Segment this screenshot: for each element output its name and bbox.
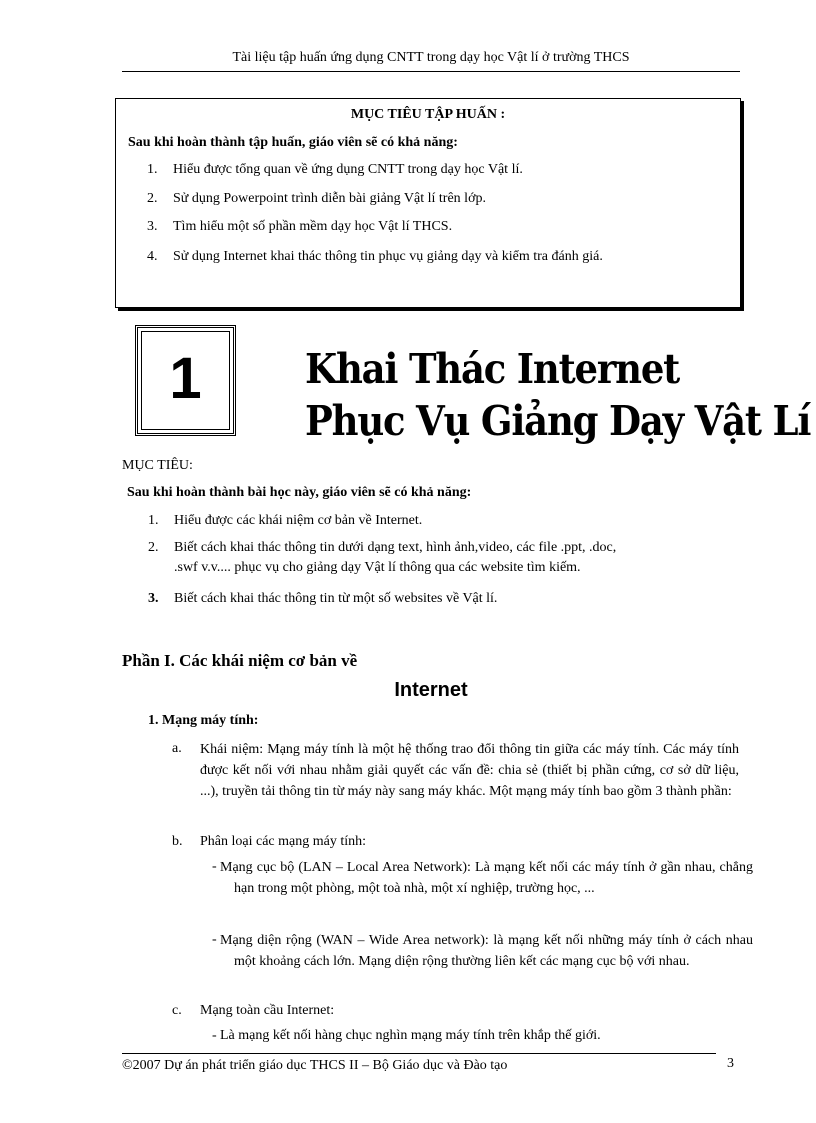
item-number: 3.: [148, 591, 159, 606]
item-number: 3.: [147, 219, 158, 234]
item-label-c: c.: [172, 1003, 182, 1018]
page-header: Tài liệu tập huấn ứng dụng CNTT trong dạy học Vật lí ở trường THCS: [232, 50, 630, 65]
bullet-dash: -: [212, 1028, 217, 1043]
item-number: 1.: [147, 162, 158, 177]
lesson-objectives-title: MỤC TIÊU:: [122, 458, 193, 473]
item-text: Tìm hiểu một số phần mềm dạy học Vật lí THCS.: [173, 219, 453, 234]
chapter-number: 1: [169, 346, 202, 411]
item-text: Sử dụng Internet khai thác thông tin phục vụ giảng dạy và kiểm tra đánh giá.: [173, 249, 603, 264]
training-objective-item: [147, 249, 603, 265]
classification-heading: Phân loại các mạng máy tính:: [200, 834, 367, 849]
subsection-heading: 1. Mạng máy tính:: [148, 713, 259, 728]
wan-paragraph: Mạng diện rộng (WAN – Wide Area network): là mạng kết nối những máy tính ở cách nhau một khoảng cách lớn. Mạng diện rộng thường liên kết các mạng cục bộ với nhau.: [220, 933, 753, 969]
training-objectives-title: MỤC TIÊU TẬP HUẤN :: [350, 107, 506, 122]
item-text: Biết cách khai thác thông tin từ một số websites về Vật lí.: [174, 591, 498, 606]
section-title-continued: Internet: [394, 679, 468, 701]
chapter-title-line1: Khai Thác Internet: [305, 344, 680, 394]
training-objective-item: [147, 191, 486, 207]
training-objectives-box: [115, 98, 741, 308]
lesson-objective-item-continuation: .swf v.v.... phục vụ cho giảng dạy Vật lí thông qua các website tìm kiếm.: [174, 560, 581, 575]
footer-rule: [122, 1053, 716, 1054]
bullet-dash: -: [212, 859, 217, 874]
internet-paragraph: Là mạng kết nối hàng chục nghìn mạng máy tính trên khắp thế giới.: [220, 1028, 601, 1043]
chapter-number-box: [135, 325, 236, 436]
lesson-objective-item: [148, 513, 422, 529]
item-text: Hiểu được tổng quan về ứng dụng CNTT trong dạy học Vật lí.: [173, 162, 523, 177]
lesson-objective-item: [148, 540, 616, 556]
lesson-objectives-lead: Sau khi hoàn thành bài học này, giáo viên sẽ có khả năng:: [127, 485, 472, 500]
training-objective-item: [147, 219, 452, 235]
item-number: 1.: [148, 513, 159, 528]
lan-paragraph: Mạng cục bộ (LAN – Local Area Network): Là mạng kết nối các máy tính ở gần nhau, chẳng hạn trong một phòng, một toà nhà, một xí nghiệp, trường học, ...: [220, 860, 753, 896]
item-label-b: b.: [172, 834, 183, 849]
header-rule: [122, 71, 740, 72]
item-number: 4.: [147, 249, 158, 264]
chapter-title-line2: Phục Vụ Giảng Dạy Vật Lí: [305, 396, 811, 446]
training-objective-item: [147, 162, 523, 178]
item-text: Biết cách khai thác thông tin dưới dạng text, hình ảnh,video, các file .ppt, .doc,: [174, 540, 617, 555]
item-text: Hiểu được các khái niệm cơ bản về Internet.: [174, 513, 423, 528]
internet-heading: Mạng toàn cầu Internet:: [200, 1003, 335, 1018]
page-footer: ©2007 Dự án phát triển giáo dục THCS II – Bộ Giáo dục và Đào tạo: [122, 1058, 508, 1073]
bullet-dash: -: [212, 932, 217, 947]
page-number: 3: [727, 1056, 734, 1071]
item-number: 2.: [147, 191, 158, 206]
item-text: Sử dụng Powerpoint trình diễn bài giảng Vật lí trên lớp.: [173, 191, 486, 206]
item-number: 2.: [148, 540, 159, 555]
section-title: Phần I. Các khái niệm cơ bản về: [122, 651, 358, 670]
lesson-objective-item: [148, 591, 497, 607]
item-label-a: a.: [172, 741, 182, 756]
concept-paragraph: Khái niệm: Mạng máy tính là một hệ thống trao đổi thông tin giữa các máy tính. Các máy tính được kết nối với nhau nhằm giải quyết các vấn đề: chia sẻ (thiết bị phần cứng, cơ sở dữ liệu, ...), truyền tải thông tin từ máy này sang máy khác. Một mạng máy tính bao gồm 3 thành phần:: [200, 742, 739, 799]
training-objectives-lead: Sau khi hoàn thành tập huấn, giáo viên sẽ có khả năng:: [128, 135, 458, 150]
